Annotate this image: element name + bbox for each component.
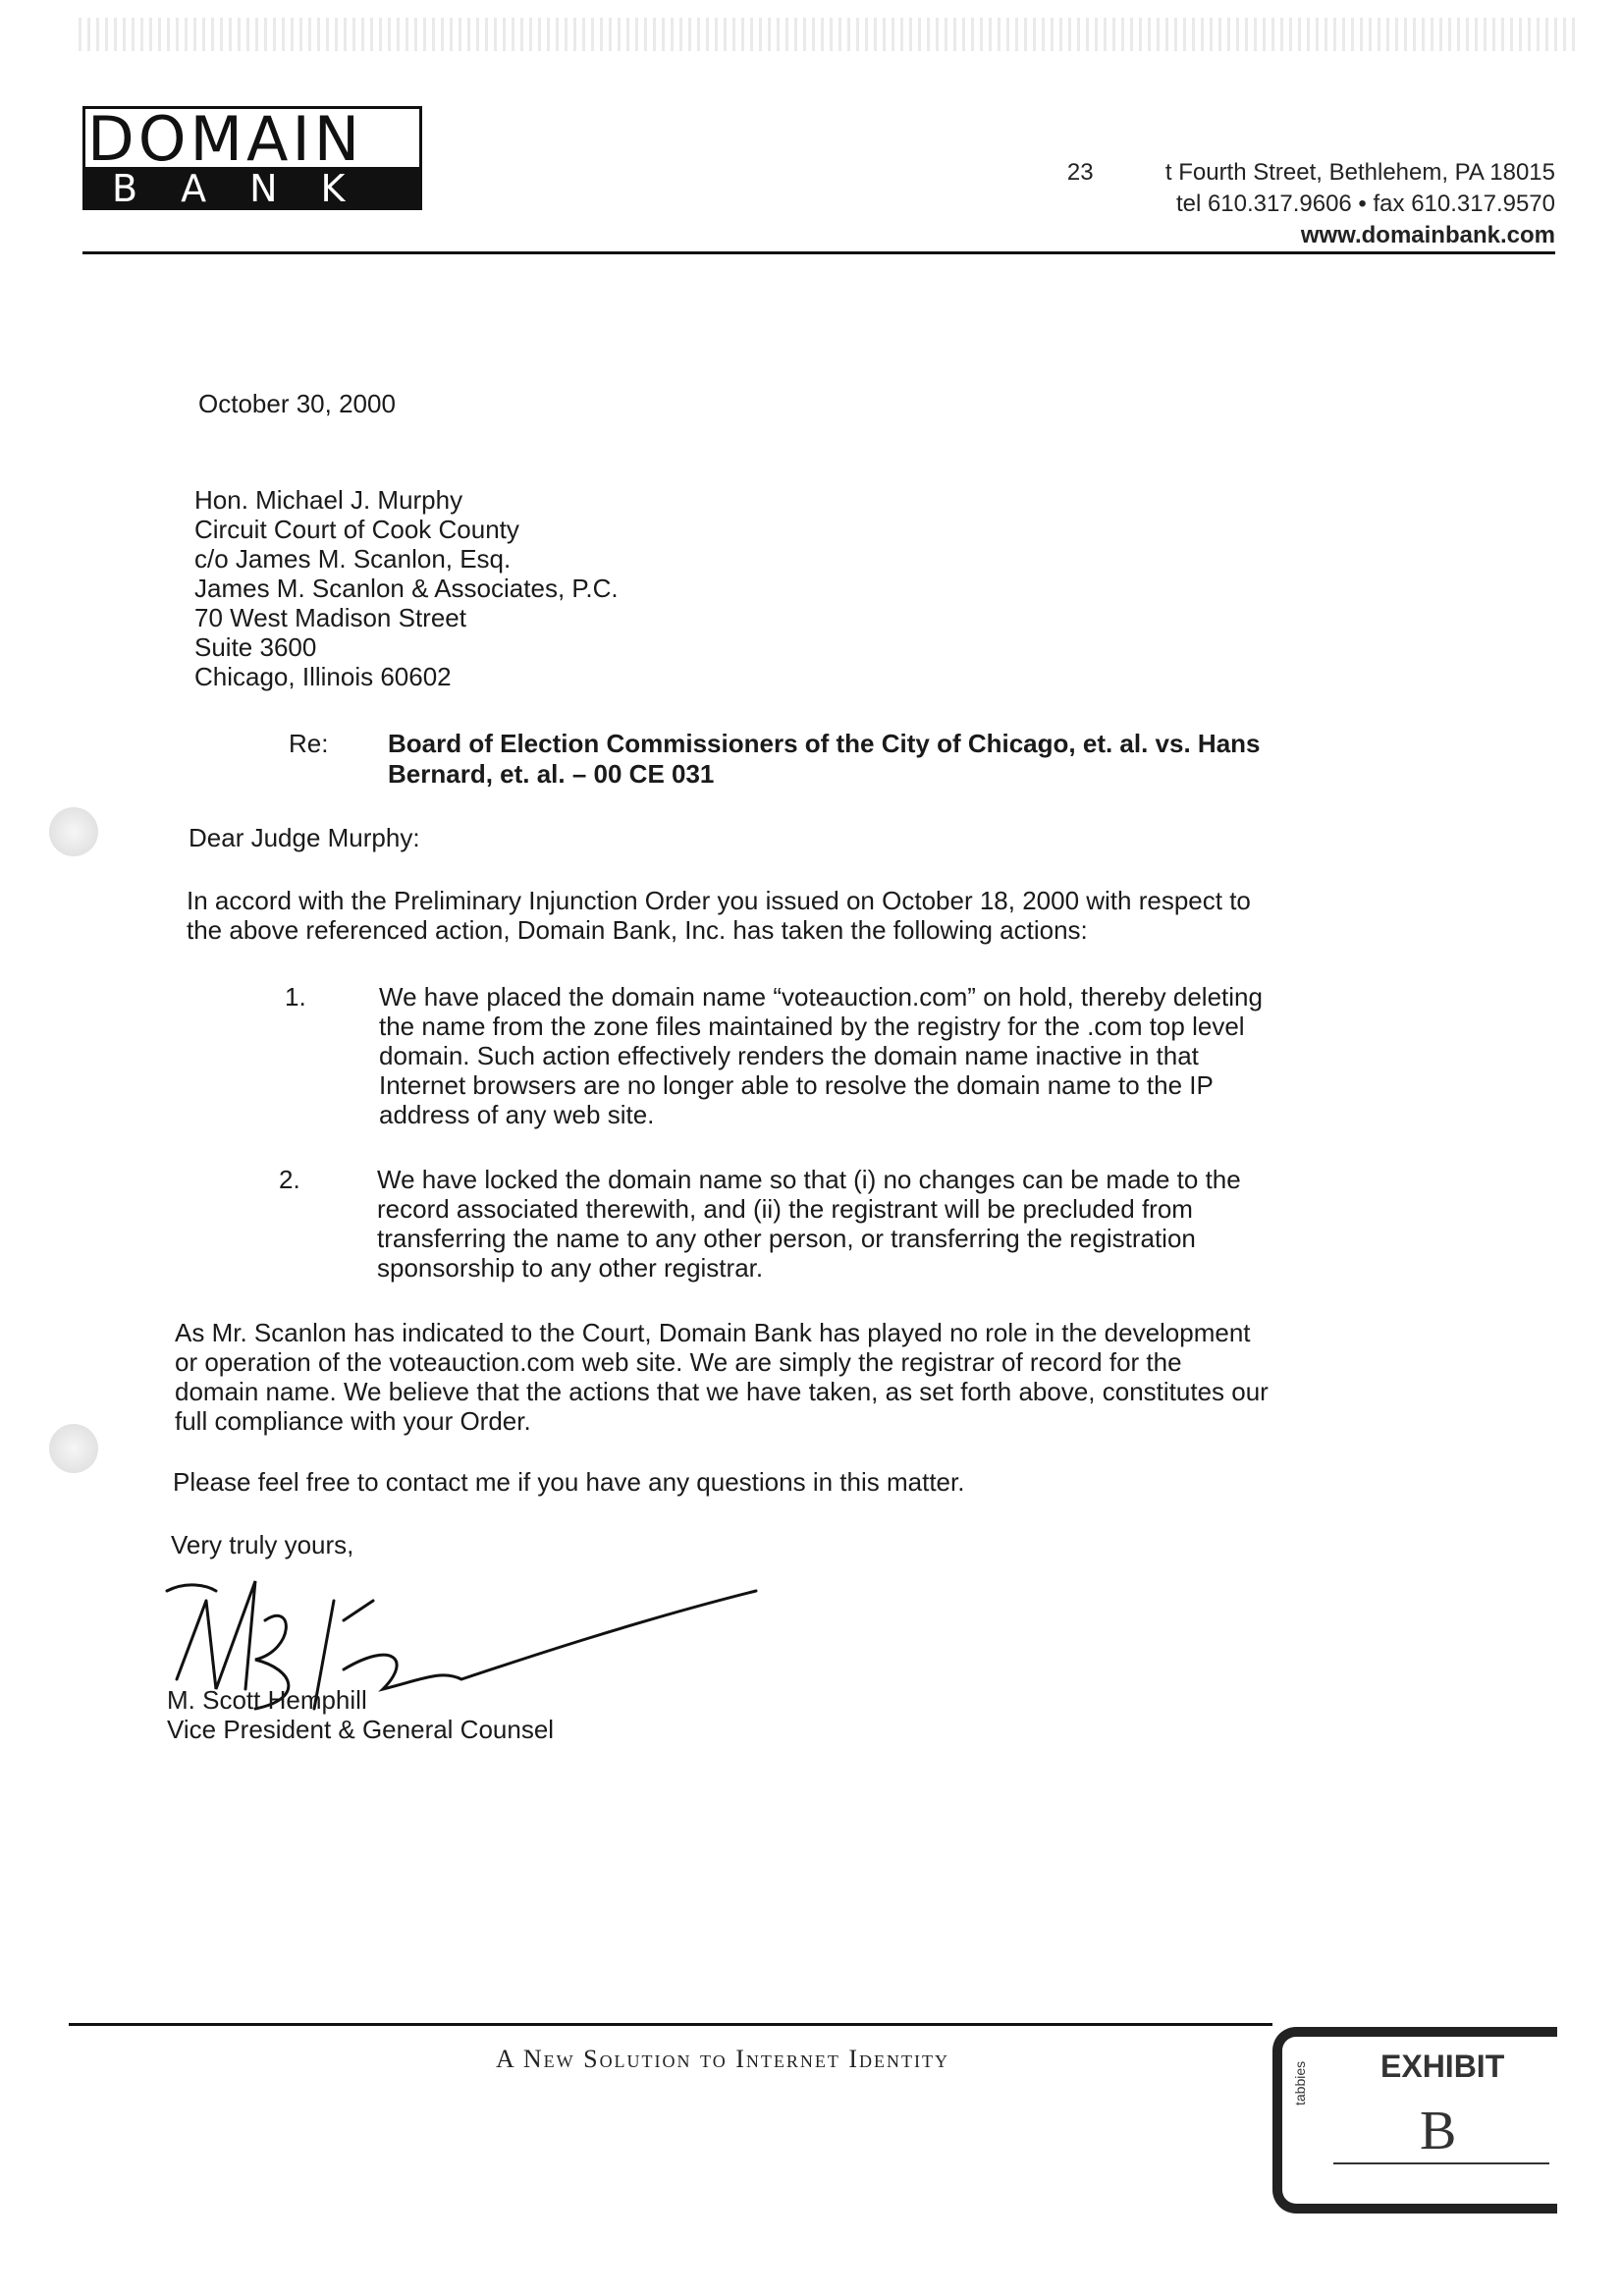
item-text [377,1165,1359,1283]
recipient-line: James M. Scanlon & Associates, P.C. [194,574,619,603]
item-line: address of any web site. [379,1100,655,1129]
body-line: full compliance with your Order. [175,1406,531,1436]
footer-tagline: A New Solution to Internet Identity [496,2045,949,2073]
website-link[interactable]: www.domainbank.com [1300,222,1555,248]
item-line: the name from the zone files maintained by the registry for the .com top level [379,1011,1245,1041]
phone-line: tel 610.317.9606 • fax 610.317.9570 [1175,191,1555,217]
body-line: domain name. We believe that the actions that we have taken, as set forth above, constitutes our [175,1377,1269,1406]
contact-paragraph: Please feel free to contact me if you have any questions in this matter. [173,1467,965,1497]
signer-name: M. Scott Hemphill [167,1685,367,1715]
item-line: We have locked the domain name so that (i) no changes can be made to the [377,1165,1241,1194]
exhibit-letter: B [1420,2101,1457,2161]
item-text [379,982,1361,1129]
re-line-1: Board of Election Commissioners of the City of Chicago, et. al. vs. Hans [388,729,1261,758]
item-number: 2. [279,1165,300,1194]
recipient-line: Circuit Court of Cook County [194,515,519,544]
item-line: record associated therewith, and (ii) the registrant will be precluded from [377,1194,1193,1224]
body-line: or operation of the voteauction.com web site. We are simply the registrar of record for the [175,1347,1182,1377]
item-line: Internet browsers are no longer able to resolve the domain name to the IP [379,1070,1214,1100]
recipient-line: Hon. Michael J. Murphy [194,485,463,515]
logo-top-text: DOMAIN [82,106,422,167]
item-line: transferring the name to any other person, or transferring the registration [377,1224,1196,1253]
item-line: sponsorship to any other registrar. [377,1253,764,1283]
item-line: We have placed the domain name “voteauction.com” on hold, thereby deleting [379,982,1263,1011]
item-number: 1. [285,982,306,1011]
re-subject [388,729,1350,790]
exhibit-title: EXHIBIT [1380,2049,1505,2084]
letter-date: October 30, 2000 [198,389,396,418]
salutation: Dear Judge Murphy: [189,823,420,852]
recipient-line: 70 West Madison Street [194,603,466,632]
intro-line: the above referenced action, Domain Bank, Inc. has taken the following actions: [187,915,1088,945]
signer-block [167,1685,554,1744]
footer-divider [69,2023,1272,2026]
address-number: 23 [1066,159,1094,186]
item-line: domain. Such action effectively renders the domain name inactive in that [379,1041,1199,1070]
intro-line: In accord with the Preliminary Injunction Order you issued on October 18, 2000 with respect to [187,886,1251,915]
signer-title: Vice President & General Counsel [167,1715,555,1744]
exhibit-underline [1333,2162,1549,2164]
exhibit-brand: tabbies [1292,2060,1308,2105]
body-paragraph [175,1318,1382,1436]
header-divider [82,251,1555,254]
recipient-line: c/o James M. Scanlon, Esq. [194,544,512,574]
re-line-2: Bernard, et. al. – 00 CE 031 [388,759,715,789]
logo-bottom-text: BANK [82,167,422,210]
punch-hole [49,807,98,856]
letterhead-address [1066,157,1555,251]
re-label: Re: [289,729,329,758]
exhibit-sticker [1272,2027,1557,2214]
punch-hole [49,1424,98,1473]
recipient-line: Suite 3600 [194,632,317,662]
closing: Very truly yours, [171,1530,354,1559]
domain-bank-logo [82,106,422,210]
body-line: As Mr. Scanlon has indicated to the Court, Domain Bank has played no role in the development [175,1318,1251,1347]
recipient-line: Chicago, Illinois 60602 [194,662,452,691]
address-line: t Fourth Street, Bethlehem, PA 18015 [1164,159,1555,186]
intro-paragraph [187,886,1365,945]
scan-noise [79,18,1581,51]
recipient-address [194,485,619,691]
